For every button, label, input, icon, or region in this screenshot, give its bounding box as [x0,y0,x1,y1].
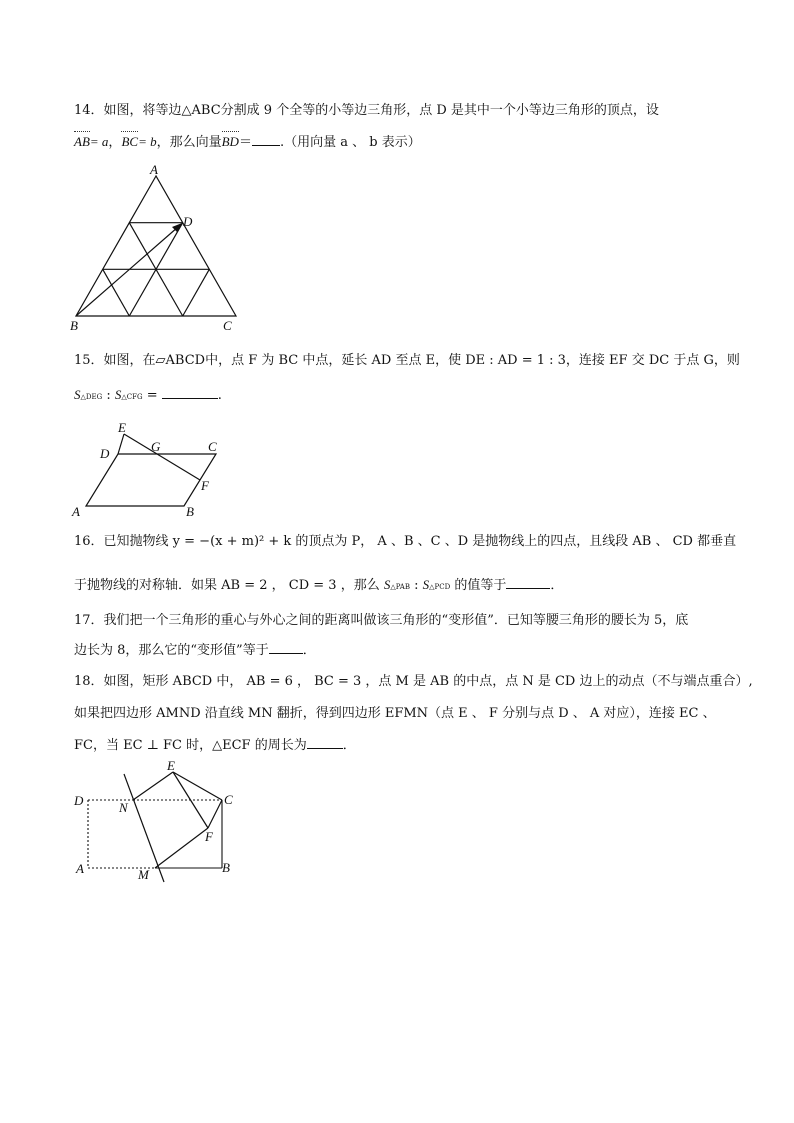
label-d: D [183,214,193,229]
vector-bc: BC [121,134,139,149]
q17-line2-text: 边长为 8，那么它的“变形值”等于 [74,643,269,658]
q15-end: . [217,388,222,403]
q14-mid: ，那么向量 [156,135,222,150]
q18-line2: 如果把四边形 AMND 沿直线 MN 翻折，得到四边形 EFMN（点 E 、 F 分别与点 D 、 A 对应），连接 EC 、 [74,706,716,721]
q16-line2 [74,576,563,596]
q14-eq-a: = a [89,134,109,149]
q16-line2-start: 于抛物线的对称轴．如果 AB = 2 ， CD = 3 ，那么 [74,578,384,593]
label-a: A [72,504,80,518]
label-m: M [138,867,149,882]
label-g: G [151,439,161,454]
figure-q14 [66,164,246,336]
q16-colon: : [410,578,423,593]
area-symbol-1: S [383,577,391,592]
q15-line1: 15．如图，在▱ABCD中，点 F 为 BC 中点，延长 AD 至点 E，使 DE : AD = 1 : 3，连接 EF 交 DC 于点 G，则 [74,353,740,368]
q18-line3-text: FC，当 EC ⊥ FC 时，△ECF 的周长为 [74,738,307,753]
label-n: N [119,800,128,815]
area-symbol-1: S [74,387,81,402]
label-f: F [205,829,213,844]
vector-ab: AB [74,134,90,149]
q15-line2 [74,386,222,406]
q18-end: ． [342,738,356,753]
label-f: F [201,478,209,493]
label-c: C [224,792,233,807]
q14-line2 [74,133,421,152]
q17-line2 [74,641,316,660]
q14-line1: 14．如图，将等边△ABC分割成 9 个全等的小等边三角形，点 D 是其中一个小等边三角形的顶点，设 [74,103,659,118]
vector-bd: BD [221,134,239,149]
label-d: D [100,446,110,461]
label-c: C [208,439,217,454]
q14-tail: .（用向量 a 、 b 表示） [279,135,421,150]
q17-end: ． [302,643,316,658]
q16-end: ． [550,578,564,593]
q15-eq: = [142,388,162,403]
area-subscript-1: △DEG [80,393,103,401]
answer-blank-14 [252,133,280,146]
label-c: C [223,318,232,333]
area-subscript-2: △CFG [121,393,143,401]
label-d: D [74,793,84,808]
answer-blank-18 [307,736,343,749]
q18-line1: 18．如图，矩形 ABCD 中， AB = 6 ， BC = 3 ，点 M 是 AB 的中点，点 N 是 CD 边上的动点（不与端点重合）, [74,674,753,689]
label-e: E [167,758,175,773]
area-subscript-2: △PCD [429,583,451,591]
q16-line1: 16．已知抛物线 y = −(x + m)² + k 的顶点为 P， A 、B 、C 、D 是抛物线上的四点，且线段 AB 、 CD 都垂直 [74,534,737,549]
answer-blank-17 [269,641,303,654]
q14-eq-b: = b [138,134,157,149]
figure-q18 [66,756,246,884]
q15-colon: : [102,388,115,403]
answer-blank-15 [162,386,218,399]
answer-blank-16 [506,576,550,589]
figure-q15 [66,418,236,518]
area-symbol-2: S [114,387,122,402]
label-a: A [150,164,158,177]
q17-line1: 17．我们把一个三角形的重心与外心之间的距离叫做该三角形的“变形值”．已知等腰三角形的腰长为 5，底 [74,613,689,628]
q14-sep1: ， [108,135,122,150]
label-b: B [222,860,230,875]
q14-eq: ＝ [238,135,252,150]
label-a: A [76,861,84,876]
area-symbol-2: S [422,577,430,592]
q16-line2-end: 的值等于 [450,578,507,593]
area-subscript-1: △PAB [390,583,410,591]
q18-line3 [74,736,356,755]
label-b: B [186,504,194,518]
folded-quadrilateral [124,772,222,882]
label-b: B [70,318,78,333]
label-e: E [118,420,126,435]
